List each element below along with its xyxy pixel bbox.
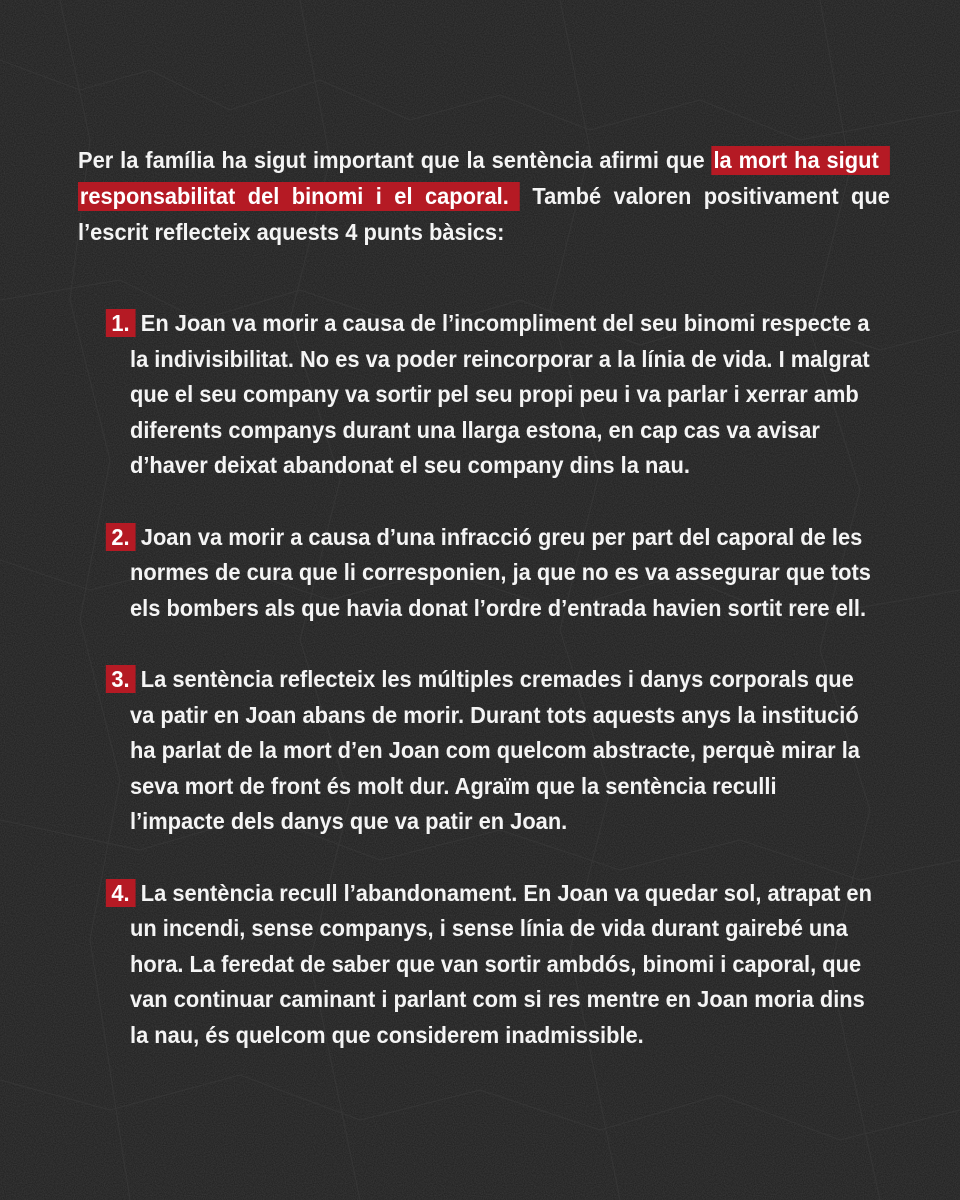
list-item bbox=[111, 876, 874, 1054]
point-number-badge: 2. bbox=[106, 523, 135, 551]
point-text: La sentència recull l’abandonament. En Joan va quedar sol, atrapat en un incendi, sense companys, i sense línia de vida durant gairebé una hora. La feredat de saber que van sortir ambdós, binomi i caporal, que van continuar caminant i parlant com si res mentre en Joan moria dins la nau, és quelcom que considerem inadmissible. bbox=[130, 879, 872, 1048]
point-text: La sentència reflecteix les múltiples cremades i danys corporals que va patir en Joan abans de morir. Durant tots aquests anys la institució ha parlat de la mort d’en Joan com quelcom abstracte, perquè mirar la seva mort de front és molt dur. Agraïm que la sentència reculli l’impacte dels danys que va patir en Joan. bbox=[130, 666, 860, 834]
point-number-badge: 1. bbox=[106, 309, 135, 337]
point-text: Joan va morir a causa d’una infracció greu per part del caporal de les normes de cura que li corresponien, ja que no es va assegurar que tots els bombers als que havia donat l’ordre d’entrada havien sortit rere ell. bbox=[130, 523, 871, 621]
statement-text-block bbox=[78, 142, 890, 1053]
intro-highlighted-text: la mort ha sigut responsabilitat del binomi i el caporal. bbox=[78, 146, 890, 211]
points-list bbox=[78, 306, 890, 1053]
list-item bbox=[111, 662, 874, 840]
intro-paragraph bbox=[78, 142, 890, 250]
list-item bbox=[111, 520, 874, 627]
intro-rest-text: També valoren positivament que l’escrit reflecteix aquests 4 punts bàsics: bbox=[78, 183, 890, 245]
intro-lead-text: Per la família ha sigut important que la sentència afirmi que bbox=[78, 147, 712, 173]
point-number-badge: 3. bbox=[106, 665, 135, 693]
point-text: En Joan va morir a causa de l’incompliment del seu binomi respecte a la indivisibilitat. No es va poder reincorporar a la línia de vida. I malgrat que el seu company va sortir pel seu propi peu i va parlar i xerrar amb diferents companys durant una llarga estona, en cap cas va avisar d’haver deixat abandonat el seu company dins la nau. bbox=[130, 310, 870, 478]
list-item bbox=[111, 306, 874, 484]
point-number-badge: 4. bbox=[106, 879, 135, 907]
